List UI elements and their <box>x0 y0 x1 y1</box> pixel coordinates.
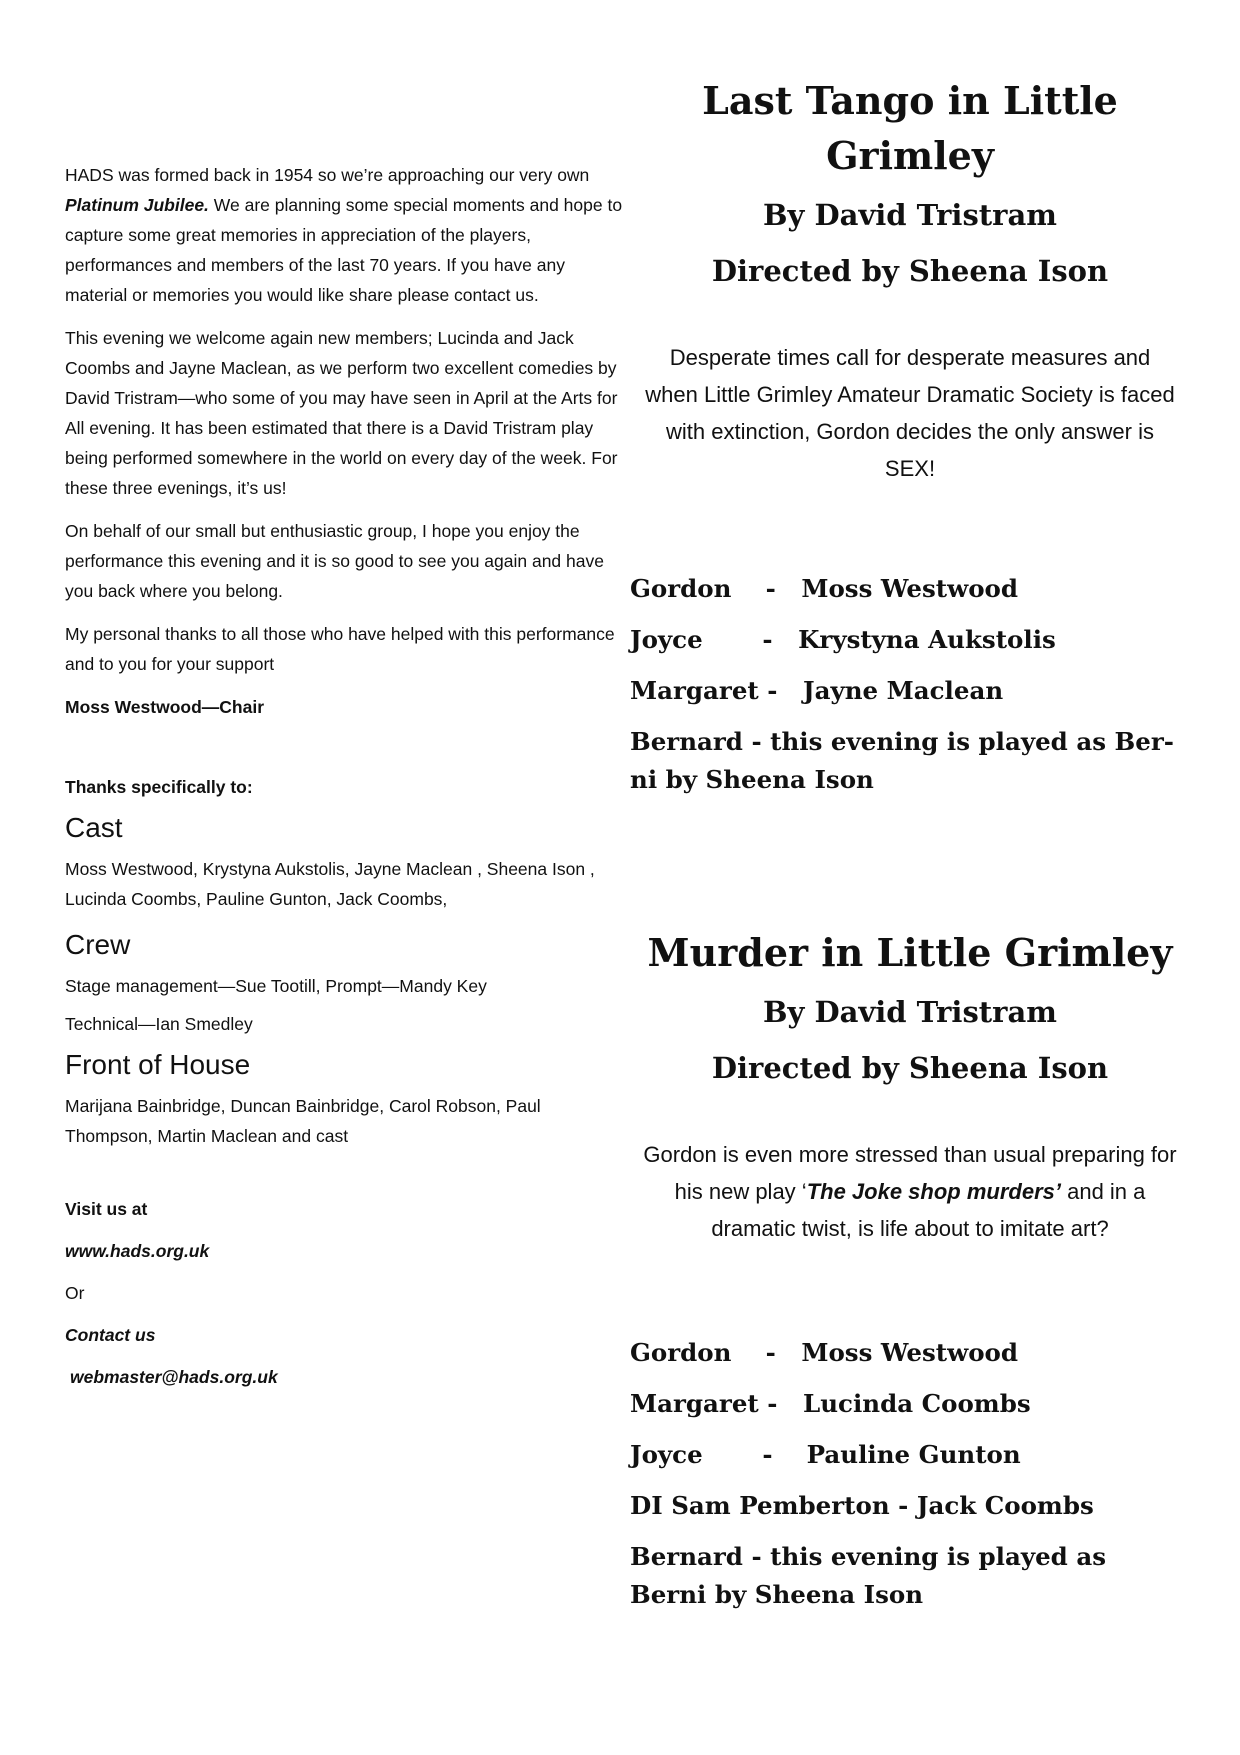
cast-heading: Cast <box>65 812 123 843</box>
foh-heading: Front of House <box>65 1049 251 1080</box>
intro-paragraph-2: This evening we welcome again new members; Lucinda and Jack Coombs and Jayne Maclean, as we perform two excellent comedies by David Tristram—who some of you may have seen in April at the Arts for All evening. It has been estimated that there is a David Tristram play being performed somewhere in the world on every day of the week. For these three evenings, it’s us! <box>65 328 618 498</box>
play-2-cast-list <box>630 1334 1185 1627</box>
play-1-title-line-1: Last Tango in Little <box>702 78 1118 123</box>
play-1-author: By David Tristram <box>763 198 1057 232</box>
play-1-section <box>630 73 1190 487</box>
foh-credits: Marijana Bainbridge, Duncan Bainbridge, Carol Robson, Paul Thompson, Martin Maclean and cast <box>65 1096 541 1146</box>
play-1-title-line-2: Grimley <box>826 133 994 178</box>
play-2-section <box>630 925 1190 1247</box>
play-2-director: Directed by Sheena Ison <box>711 1051 1109 1085</box>
crew-heading: Crew <box>65 929 131 960</box>
intro-paragraph-1 <box>65 160 625 310</box>
play-2-blurb <box>630 1136 1190 1247</box>
platinum-jubilee-text: Platinum Jubilee. <box>65 195 209 215</box>
joke-shop-murders-title: The Joke shop murders’ <box>806 1179 1061 1204</box>
intro-text: HADS was formed back in 1954 so we’re approaching our very own <box>65 165 590 185</box>
visit-label: Visit us at <box>65 1199 148 1219</box>
play-2-cast-gordon: Gordon - Moss Westwood <box>630 1338 1019 1367</box>
intro-paragraph-3: On behalf of our small but enthusiastic group, I hope you enjoy the performance this evening and it is so good to see you again and have you back where you belong. <box>65 521 604 601</box>
play-2-cast-bernard: Bernard - this evening is played as Berni by Sheena Ison <box>630 1542 1107 1609</box>
play-2-author: By David Tristram <box>763 995 1057 1029</box>
play-2-blurb-text-cont: and in a dramatic twist, is life about to imitate art? <box>711 1179 1146 1241</box>
play-1-cast-gordon: Gordon - Moss Westwood <box>630 574 1019 603</box>
crew-line-2: Technical—Ian Smedley <box>65 1014 253 1034</box>
play-1-director: Directed by Sheena Ison <box>711 254 1109 288</box>
left-column <box>65 160 625 1405</box>
play-2-cast-di-sam: DI Sam Pemberton - Jack Coombs <box>630 1491 1094 1520</box>
play-2-blurb-text: Gordon is even more stressed than usual preparing for his new play ‘ <box>643 1142 1177 1204</box>
chair-signature: Moss Westwood—Chair <box>65 697 265 717</box>
play-1-cast-margaret: Margaret - Jayne Maclean <box>630 676 1004 705</box>
or-text: Or <box>65 1283 85 1303</box>
play-2-cast-margaret: Margaret - Lucinda Coombs <box>630 1389 1031 1418</box>
crew-line-1: Stage management—Sue Tootill, Prompt—Mandy Key <box>65 976 487 996</box>
cast-credits: Moss Westwood, Krystyna Aukstolis, Jayne Maclean , Sheena Ison , Lucinda Coombs, Pauline Gunton, Jack Coombs, <box>65 859 595 909</box>
website-link[interactable]: www.hads.org.uk <box>65 1241 210 1261</box>
intro-text-cont: We are planning some special moments and hope to capture some great memories in appreciation of the players, performances and members of the last 70 years. If you have any material or memories you would like share please contact us. <box>65 195 623 305</box>
contact-us-label: Contact us <box>65 1325 156 1345</box>
play-2-title: Murder in Little Grimley <box>647 930 1173 975</box>
play-1-cast-bernard: Bernard - this evening is played as Ber-ni by Sheena Ison <box>630 727 1174 794</box>
email-link[interactable]: webmaster@hads.org.uk <box>70 1367 278 1387</box>
intro-paragraph-4: My personal thanks to all those who have helped with this performance and to you for your support <box>65 624 615 674</box>
thanks-heading: Thanks specifically to: <box>65 777 253 797</box>
play-1-cast-joyce: Joyce - Krystyna Aukstolis <box>630 625 1056 654</box>
play-1-blurb: Desperate times call for desperate measures and when Little Grimley Amateur Dramatic Society is faced with extinction, Gordon decides the only answer is SEX! <box>645 345 1175 481</box>
play-2-cast-joyce: Joyce - Pauline Gunton <box>630 1440 1021 1469</box>
play-1-cast-list <box>630 570 1185 812</box>
